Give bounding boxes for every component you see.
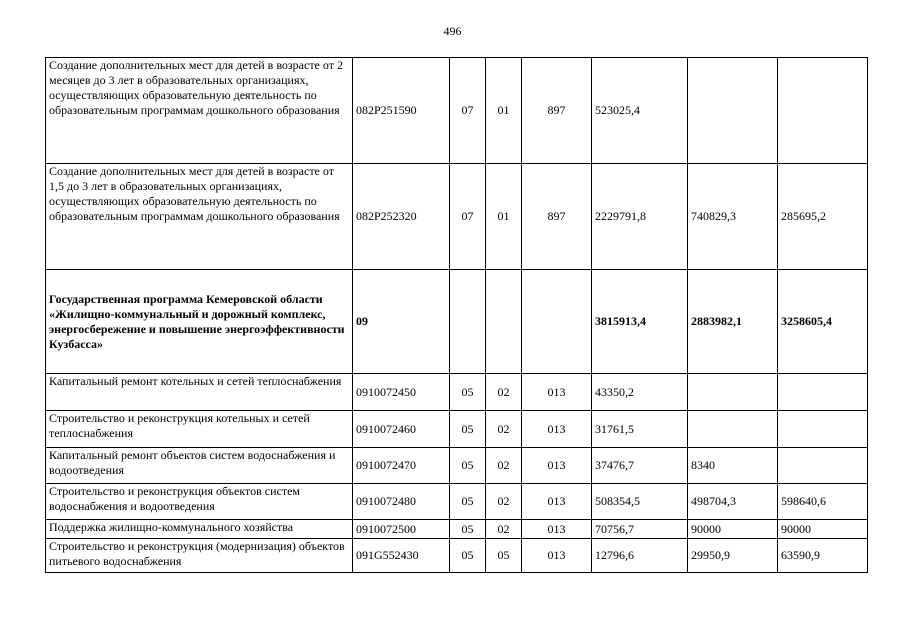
row-name: Капитальный ремонт объектов систем водоснабжения и водоотведения — [46, 448, 353, 484]
table-row — [46, 270, 868, 374]
row-section: 05 — [450, 520, 486, 539]
row-code: 0910072480 — [353, 484, 450, 520]
row-code: 0910072450 — [353, 374, 450, 411]
row-grbs: 013 — [522, 374, 592, 411]
row-name: Государственная программа Кемеровской области «Жилищно-коммунальный и дорожный комплекс, энергосбережение и повышение энергоэффективности Кузбасса» — [46, 270, 353, 374]
row-name: Строительство и реконструкция котельных и сетей теплоснабжения — [46, 411, 353, 448]
row-subsection: 02 — [486, 411, 522, 448]
row-subsection: 02 — [486, 448, 522, 484]
table-row — [46, 411, 868, 448]
row-value-2: 90000 — [688, 520, 778, 539]
row-value-1: 43350,2 — [592, 374, 688, 411]
row-section — [450, 270, 486, 374]
row-code: 082P252320 — [353, 164, 450, 270]
table-row — [46, 484, 868, 520]
row-value-2: 8340 — [688, 448, 778, 484]
row-value-3 — [778, 58, 868, 164]
row-section: 05 — [450, 411, 486, 448]
row-code: 0910072460 — [353, 411, 450, 448]
row-grbs: 013 — [522, 411, 592, 448]
row-grbs: 013 — [522, 484, 592, 520]
row-name: Создание дополнительных мест для детей в возрасте от 1,5 до 3 лет в образовательных организациях, осуществляющих образовательную деятельность по образовательным программам дошкольного образования — [46, 164, 353, 270]
row-subsection: 02 — [486, 374, 522, 411]
row-grbs: 897 — [522, 164, 592, 270]
row-value-2 — [688, 411, 778, 448]
table-row — [46, 374, 868, 411]
table-row — [46, 539, 868, 573]
row-value-3 — [778, 374, 868, 411]
row-name: Строительство и реконструкция объектов систем водоснабжения и водоотведения — [46, 484, 353, 520]
table-row — [46, 448, 868, 484]
row-value-1: 37476,7 — [592, 448, 688, 484]
row-value-3 — [778, 448, 868, 484]
row-name: Поддержка жилищно-коммунального хозяйства — [46, 520, 353, 539]
row-code: 091G552430 — [353, 539, 450, 573]
table-row — [46, 164, 868, 270]
row-subsection: 05 — [486, 539, 522, 573]
row-value-1: 31761,5 — [592, 411, 688, 448]
row-value-3: 63590,9 — [778, 539, 868, 573]
row-grbs: 013 — [522, 539, 592, 573]
row-value-1: 12796,6 — [592, 539, 688, 573]
row-value-3: 285695,2 — [778, 164, 868, 270]
row-subsection: 01 — [486, 164, 522, 270]
row-grbs — [522, 270, 592, 374]
row-value-2 — [688, 374, 778, 411]
row-value-3: 90000 — [778, 520, 868, 539]
row-name: Создание дополнительных мест для детей в возрасте от 2 месяцев до 3 лет в образовательных организациях, осуществляющих образовательную деятельность по образовательным программам дошкольного образования — [46, 58, 353, 164]
row-value-2: 2883982,1 — [688, 270, 778, 374]
row-value-2: 29950,9 — [688, 539, 778, 573]
row-section: 05 — [450, 539, 486, 573]
table-row — [46, 520, 868, 539]
row-code: 082P251590 — [353, 58, 450, 164]
page-number: 496 — [443, 24, 462, 38]
row-value-3: 598640,6 — [778, 484, 868, 520]
row-value-3 — [778, 411, 868, 448]
row-name: Капитальный ремонт котельных и сетей теплоснабжения — [46, 374, 353, 411]
row-grbs: 013 — [522, 520, 592, 539]
row-subsection: 02 — [486, 520, 522, 539]
row-value-1: 2229791,8 — [592, 164, 688, 270]
row-section: 05 — [450, 484, 486, 520]
row-subsection — [486, 270, 522, 374]
row-code: 0910072470 — [353, 448, 450, 484]
row-name: Строительство и реконструкция (модернизация) объектов питьевого водоснабжения — [46, 539, 353, 573]
row-value-1: 3815913,4 — [592, 270, 688, 374]
row-grbs: 897 — [522, 58, 592, 164]
row-code: 0910072500 — [353, 520, 450, 539]
row-grbs: 013 — [522, 448, 592, 484]
row-subsection: 02 — [486, 484, 522, 520]
row-code: 09 — [353, 270, 450, 374]
row-value-3: 3258605,4 — [778, 270, 868, 374]
budget-table — [45, 57, 868, 573]
row-value-1: 508354,5 — [592, 484, 688, 520]
row-value-1: 70756,7 — [592, 520, 688, 539]
table-row — [46, 58, 868, 164]
row-section: 07 — [450, 58, 486, 164]
row-section: 05 — [450, 448, 486, 484]
row-section: 07 — [450, 164, 486, 270]
row-value-2 — [688, 58, 778, 164]
row-value-2: 740829,3 — [688, 164, 778, 270]
row-value-1: 523025,4 — [592, 58, 688, 164]
row-section: 05 — [450, 374, 486, 411]
row-value-2: 498704,3 — [688, 484, 778, 520]
row-subsection: 01 — [486, 58, 522, 164]
